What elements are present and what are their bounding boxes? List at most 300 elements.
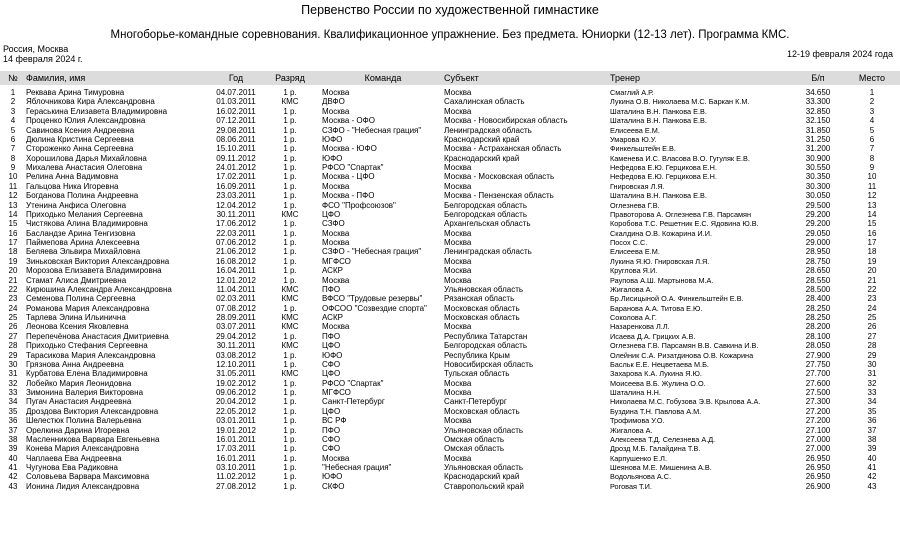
cell-year: 29.08.2011 [216, 125, 256, 135]
cell-subject: Сахалинская область [444, 97, 525, 107]
cell-coach: Басльк Е.Е. Нецветаева М.Б. [610, 359, 709, 369]
cell-coach: Моисеева В.Б. Жулина О.О. [610, 378, 706, 388]
cell-subject: Тульская область [444, 369, 510, 379]
cell-team: СФО [322, 359, 341, 369]
table-row [0, 201, 900, 210]
cell-team: Москва [322, 106, 350, 116]
cell-place: 43 [867, 481, 877, 491]
cell-year: 03.10.2011 [216, 463, 256, 472]
table-row [0, 397, 900, 406]
cell-rank: 1 р. [283, 88, 297, 97]
cell-rank: 1 р. [283, 266, 297, 276]
cell-subject: Республика Крым [444, 350, 510, 360]
cell-num: 27 [8, 331, 18, 341]
cell-year: 22.03.2011 [216, 228, 256, 238]
table-row [0, 266, 900, 275]
cell-num: 42 [8, 472, 18, 482]
cell-place: 16 [867, 228, 877, 238]
cell-rank: 1 р. [283, 463, 297, 472]
cell-score: 27.700 [805, 369, 831, 379]
cell-place: 38 [867, 434, 877, 444]
cell-num: 1 [10, 88, 16, 97]
cell-team: Москва - ЮФО [322, 144, 377, 154]
cell-team: ДВФО [322, 97, 345, 107]
cell-year: 30.11.2011 [216, 341, 256, 351]
cell-rank: КМС [281, 369, 299, 379]
cell-num: 35 [8, 406, 18, 416]
header-name: Фамилия, имя [26, 73, 86, 83]
cell-subject: Москва [444, 238, 472, 247]
cell-name: Перепечёнова Анастасия Дмитриевна [26, 331, 169, 341]
cell-subject: Москва [444, 388, 472, 397]
cell-rank: 1 р. [283, 163, 297, 172]
cell-rank: 1 р. [283, 350, 297, 360]
cell-num: 15 [8, 219, 18, 229]
cell-place: 30 [867, 359, 877, 369]
cell-rank: КМС [281, 97, 299, 107]
table-row [0, 407, 900, 416]
cell-num: 5 [10, 125, 16, 135]
cell-name: Приходько Мелания Сергеевна [26, 209, 143, 219]
cell-coach: Умарова Ю.У. [610, 134, 657, 144]
cell-rank: 1 р. [283, 331, 297, 341]
cell-team: РФСО "Спартак" [322, 378, 384, 388]
cell-team: СФО [322, 434, 341, 444]
cell-place: 37 [867, 425, 877, 435]
cell-place: 31 [867, 369, 877, 379]
cell-team: СФО [322, 444, 341, 454]
cell-team: ФСО "Профсоюзов" [322, 200, 396, 210]
cell-place: 1 [869, 88, 875, 97]
table-row [0, 435, 900, 444]
cell-year: 08.06.2011 [216, 134, 256, 144]
cell-num: 20 [8, 266, 18, 276]
cell-subject: Ленинградская область [444, 125, 532, 135]
cell-subject: Москва [444, 181, 472, 191]
cell-coach: Трофимова У.О. [610, 416, 665, 426]
cell-subject: Краснодарский край [444, 134, 520, 144]
cell-place: 35 [867, 406, 877, 416]
header-year: Год [228, 73, 244, 83]
location: Россия, Москва [3, 44, 69, 54]
table-row [0, 285, 900, 294]
cell-team: Москва [322, 181, 350, 191]
cell-num: 40 [8, 453, 18, 463]
cell-num: 12 [8, 191, 18, 201]
cell-score: 29.500 [805, 200, 831, 210]
cell-place: 28 [867, 341, 877, 351]
cell-name: Морозова Елизавета Владимировна [26, 266, 162, 276]
cell-year: 27.08.2012 [215, 481, 257, 491]
cell-place: 25 [867, 313, 877, 322]
cell-team: Москва - ОФО [322, 116, 375, 126]
cell-name: Тарлева Элина Ильинична [26, 313, 126, 322]
cell-place: 5 [869, 125, 875, 135]
cell-num: 16 [8, 228, 18, 238]
cell-year: 17.03.2011 [216, 444, 256, 454]
table-row [0, 247, 900, 256]
cell-rank: 1 р. [283, 238, 297, 247]
cell-subject: Москва [444, 416, 472, 426]
cell-name: Хорошилова Дарья Михайловна [26, 153, 147, 163]
cell-place: 7 [869, 144, 875, 154]
cell-num: 18 [8, 247, 18, 257]
table-row [0, 482, 900, 491]
cell-score: 28.050 [805, 341, 831, 351]
cell-subject: Москва [444, 88, 472, 97]
cell-num: 14 [8, 209, 18, 219]
cell-place: 33 [867, 388, 877, 397]
table-row [0, 191, 900, 200]
cell-name: Пугач Анастасия Андреевна [26, 397, 132, 407]
cell-name: Ионина Лидия Александровна [26, 481, 140, 491]
cell-team: Москва [322, 322, 350, 332]
cell-coach: Николаева М.С. Гобузова Э.В. Крылова А.А. [610, 397, 761, 407]
cell-subject: Москва - Новосибирская область [444, 116, 568, 126]
cell-team: Москва - ПФО [322, 191, 375, 201]
cell-score: 29.000 [805, 238, 831, 247]
table-row [0, 172, 900, 181]
cell-coach: Каменева И.С. Власова В.О. Гугуляк Е.В. [610, 153, 750, 163]
cell-year: 19.01.2012 [215, 425, 257, 435]
cell-year: 31.05.2011 [216, 369, 256, 379]
cell-subject: Архангельская область [444, 219, 531, 229]
cell-num: 30 [8, 359, 18, 369]
header-place: Место [858, 73, 886, 83]
cell-team: ПФО [322, 425, 341, 435]
table-row [0, 463, 900, 472]
cell-coach: Шаталина Н.Н. [610, 388, 661, 397]
header-coach: Тренер [610, 73, 640, 83]
table-row [0, 322, 900, 331]
cell-year: 16.08.2012 [215, 256, 257, 266]
cell-subject: Москва [444, 453, 472, 463]
cell-subject: Москва [444, 228, 472, 238]
table-row [0, 351, 900, 360]
cell-place: 17 [867, 238, 877, 247]
cell-rank: 1 р. [283, 425, 297, 435]
table-row [0, 294, 900, 303]
cell-place: 29 [867, 350, 877, 360]
cell-year: 11.04.2011 [216, 284, 256, 294]
cell-rank: 1 р. [283, 228, 297, 238]
cell-team: ЦФО [322, 406, 341, 416]
results-table [0, 88, 900, 491]
table-row [0, 388, 900, 397]
table-row [0, 313, 900, 322]
cell-team: ЮФО [322, 350, 343, 360]
cell-year: 02.03.2011 [216, 294, 256, 304]
cell-year: 16.04.2011 [216, 266, 256, 276]
cell-subject: Московская область [444, 303, 520, 313]
cell-coach: Дрозд М.Б. Галайдина Т.В. [610, 444, 701, 454]
cell-num: 31 [8, 369, 18, 379]
table-row [0, 163, 900, 172]
cell-score: 31.250 [805, 134, 831, 144]
cell-name: Стамат Алиса Дмитриевна [26, 275, 127, 285]
cell-subject: Краснодарский край [444, 472, 520, 482]
cell-year: 03.01.2011 [216, 416, 256, 426]
cell-score: 27.600 [805, 378, 831, 388]
cell-coach: Алексеева Т.Д. Селезнева А.Д. [610, 434, 716, 444]
cell-subject: Москва [444, 163, 472, 172]
cell-score: 30.900 [805, 153, 831, 163]
cell-team: ЦФО [322, 209, 341, 219]
cell-score: 33.300 [805, 97, 831, 107]
cell-year: 24.01.2012 [215, 163, 257, 172]
cell-team: ВФСО "Трудовые резервы" [322, 294, 423, 304]
cell-place: 14 [867, 209, 877, 219]
table-row [0, 257, 900, 266]
cell-name: Чистякова Алина Владимировна [26, 219, 148, 229]
cell-name: Михалева Анастасия Олеговна [26, 163, 143, 172]
cell-num: 9 [10, 163, 16, 172]
cell-score: 30.550 [805, 163, 831, 172]
cell-score: 26.950 [805, 472, 831, 482]
cell-coach: Шаталина В.Н. Панкова Е.В. [610, 191, 707, 201]
cell-year: 09.06.2012 [215, 388, 257, 397]
cell-place: 24 [867, 303, 877, 313]
cell-year: 17.02.2011 [216, 172, 256, 182]
cell-rank: КМС [281, 322, 299, 332]
cell-num: 6 [10, 134, 16, 144]
cell-coach: Баранова А.А. Титова Е.Ю. [610, 303, 703, 313]
cell-coach: Соколова А.Г. [610, 313, 657, 322]
cell-num: 41 [8, 463, 18, 472]
cell-num: 19 [8, 256, 18, 266]
cell-score: 32.850 [805, 106, 831, 116]
cell-subject: Московская область [444, 313, 520, 322]
table-row [0, 88, 900, 97]
cell-subject: Белгородская область [444, 341, 527, 351]
cell-num: 37 [8, 425, 18, 435]
table-row [0, 135, 900, 144]
cell-subject: Ульяновская область [444, 463, 524, 472]
cell-place: 9 [869, 163, 875, 172]
cell-team: Москва [322, 453, 350, 463]
cell-name: Леонова Ксения Яковлевна [26, 322, 129, 332]
cell-rank: 1 р. [283, 359, 297, 369]
cell-place: 6 [869, 134, 875, 144]
cell-rank: 1 р. [283, 106, 297, 116]
cell-year: 12.04.2012 [215, 200, 257, 210]
cell-team: АСКР [322, 266, 343, 276]
cell-year: 20.04.2012 [215, 397, 257, 407]
cell-subject: Ставропольский край [444, 481, 524, 491]
cell-score: 32.150 [805, 116, 831, 126]
cell-num: 10 [8, 172, 18, 182]
cell-name: Богданова Полина Андреевна [26, 191, 139, 201]
cell-coach: Нефедова Е.Ю. Герцикова Е.Н. [610, 163, 717, 172]
page-subtitle: Многоборье-командные соревнования. Квалификационное упражнение. Без предмета. Юниорки (12-13 лет). Программа КМС. [110, 29, 790, 41]
table-row [0, 304, 900, 313]
cell-coach: Буздина Т.Н. Павлова А.М. [610, 406, 702, 416]
cell-coach: Олейник С.А. Ризатдинова О.В. Кожарина [610, 350, 754, 360]
cell-name: Паймепова Арина Алексеевна [26, 238, 140, 247]
header-subject: Субъект [444, 73, 479, 83]
cell-num: 38 [8, 434, 18, 444]
cell-num: 34 [8, 397, 18, 407]
cell-name: Яблочникова Кира Александровна [26, 97, 155, 107]
cell-coach: Лукина Я.Ю. Гнировская Л.Я. [610, 256, 710, 266]
cell-place: 12 [867, 191, 877, 201]
cell-num: 39 [8, 444, 18, 454]
cell-year: 16.01.2011 [216, 453, 256, 463]
cell-coach: Раупова А.Ш. Мартынова М.А. [610, 275, 714, 285]
cell-name: Орелкина Дарина Игоревна [26, 425, 130, 435]
cell-name: Грязнова Анна Андреевна [26, 359, 124, 369]
cell-rank: 1 р. [283, 191, 297, 201]
cell-year: 11.02.2012 [216, 472, 256, 482]
cell-subject: Москва [444, 378, 472, 388]
cell-year: 12.10.2011 [216, 359, 256, 369]
cell-team: ЦФО [322, 341, 341, 351]
cell-name: Савинова Ксения Андреевна [26, 125, 135, 135]
cell-score: 29.050 [805, 228, 831, 238]
cell-subject: Ульяновская область [444, 284, 524, 294]
cell-rank: 1 р. [283, 434, 297, 444]
cell-num: 3 [10, 106, 16, 116]
cell-team: ОФСОО "Созвездие спорта" [322, 303, 427, 313]
cell-name: Стороженко Анна Сергеевна [26, 144, 134, 154]
cell-score: 28.500 [805, 284, 831, 294]
cell-place: 20 [867, 266, 877, 276]
cell-rank: КМС [281, 284, 299, 294]
cell-coach: Назаренкова Л.Л. [610, 322, 670, 332]
table-row [0, 444, 900, 453]
cell-name: Беляева Эльвира Михайловна [26, 247, 141, 257]
cell-place: 40 [867, 453, 877, 463]
cell-rank: 1 р. [283, 397, 297, 407]
cell-year: 16.01.2011 [216, 434, 256, 444]
cell-score: 31.200 [805, 144, 831, 154]
cell-name: Басландзе Арина Тенгизовна [26, 228, 136, 238]
table-row [0, 332, 900, 341]
document-date: 14 февраля 2024 г. [3, 54, 83, 64]
location-block [3, 44, 83, 64]
cell-subject: Москва [444, 266, 472, 276]
table-row [0, 238, 900, 247]
cell-score: 28.100 [805, 331, 831, 341]
cell-year: 16.02.2011 [216, 106, 256, 116]
cell-subject: Рязанская область [444, 294, 515, 304]
cell-num: 43 [8, 481, 18, 491]
cell-year: 03.07.2011 [216, 322, 256, 332]
cell-subject: Республика Татарстан [444, 331, 528, 341]
cell-name: Приходько Стефания Сергеевна [26, 341, 148, 351]
cell-rank: 1 р. [283, 481, 297, 491]
cell-num: 24 [8, 303, 18, 313]
cell-name: Лобейко Мария Леонидовна [26, 378, 132, 388]
cell-name: Реквава Арина Тимуровна [26, 88, 125, 97]
cell-place: 34 [867, 397, 877, 407]
cell-coach: Елисеева Е.М. [610, 125, 660, 135]
cell-team: РФСО "Спартак" [322, 163, 384, 172]
cell-place: 41 [867, 463, 877, 472]
cell-num: 4 [10, 116, 16, 126]
table-row [0, 379, 900, 388]
cell-name: Кирюшина Александра Александровна [26, 284, 172, 294]
cell-coach: Жигалова А. [610, 284, 653, 294]
cell-rank: 1 р. [283, 256, 297, 266]
cell-coach: Захарова К.А. Лукина Я.Ю. [610, 369, 702, 379]
cell-rank: 1 р. [283, 275, 297, 285]
cell-team: СЗФО - "Небесная грация" [322, 125, 422, 135]
cell-year: 29.04.2012 [215, 331, 257, 341]
cell-year: 07.12.2011 [216, 116, 256, 126]
cell-team: МГФСО [322, 388, 351, 397]
cell-subject: Краснодарский край [444, 153, 520, 163]
cell-subject: Новосибирская область [444, 359, 534, 369]
cell-score: 26.900 [805, 481, 831, 491]
cell-team: ВС РФ [322, 416, 347, 426]
cell-coach: Шаталина В.Н. Панкова Е.В. [610, 106, 707, 116]
table-row [0, 116, 900, 125]
cell-num: 33 [8, 388, 18, 397]
cell-subject: Санкт-Петербург [444, 397, 507, 407]
cell-score: 28.250 [805, 303, 831, 313]
header-team: Команда [364, 73, 402, 83]
cell-coach: Елисеева Е.М. [610, 247, 660, 257]
cell-coach: Гнировская Л.Я. [610, 181, 665, 191]
cell-name: Проценко Юлия Александровна [26, 116, 146, 126]
cell-place: 2 [869, 97, 875, 107]
cell-num: 11 [8, 181, 18, 191]
cell-year: 04.07.2011 [216, 88, 256, 97]
header-rank: Разряд [275, 73, 305, 83]
cell-subject: Москва [444, 275, 472, 285]
cell-rank: 1 р. [283, 153, 297, 163]
cell-year: 01.03.2011 [216, 97, 256, 107]
table-row [0, 369, 900, 378]
cell-score: 28.950 [805, 247, 831, 257]
cell-rank: 1 р. [283, 472, 297, 482]
cell-rank: 1 р. [283, 453, 297, 463]
cell-name: Утенина Анфиса Олеговна [26, 200, 127, 210]
cell-name: Романова Мария Александровна [26, 303, 150, 313]
cell-score: 28.200 [805, 322, 831, 332]
table-header [0, 71, 900, 85]
cell-coach: Водольянова А.С. [610, 472, 672, 482]
cell-subject: Москва [444, 256, 472, 266]
cell-subject: Москва - Пензенская область [444, 191, 554, 201]
cell-team: МГФСО [322, 256, 351, 266]
cell-name: Чаплаева Ева Андреевна [26, 453, 122, 463]
cell-coach: Шаталина В.Н. Панкова Е.В. [610, 116, 707, 126]
cell-num: 2 [10, 97, 16, 107]
table-row [0, 472, 900, 481]
cell-place: 13 [867, 200, 877, 210]
cell-coach: Скалдина О.В. Кожарина И.И. [610, 228, 712, 238]
cell-score: 26.950 [805, 453, 831, 463]
cell-rank: 1 р. [283, 444, 297, 454]
cell-place: 23 [867, 294, 877, 304]
cell-score: 29.200 [805, 209, 831, 219]
cell-team: СКФО [322, 481, 345, 491]
cell-score: 28.550 [805, 275, 831, 285]
cell-score: 30.050 [805, 191, 831, 201]
cell-year: 09.11.2012 [216, 153, 256, 163]
cell-place: 39 [867, 444, 877, 454]
cell-score: 27.200 [805, 416, 831, 426]
cell-name: Гальцова Ника Игоревна [26, 181, 119, 191]
table-row [0, 276, 900, 285]
cell-coach: Роговая Т.И. [610, 481, 652, 491]
cell-num: 22 [8, 284, 18, 294]
competition-dates: 12-19 февраля 2024 года [786, 49, 893, 59]
cell-subject: Ленинградская область [444, 247, 532, 257]
cell-place: 42 [867, 472, 877, 482]
